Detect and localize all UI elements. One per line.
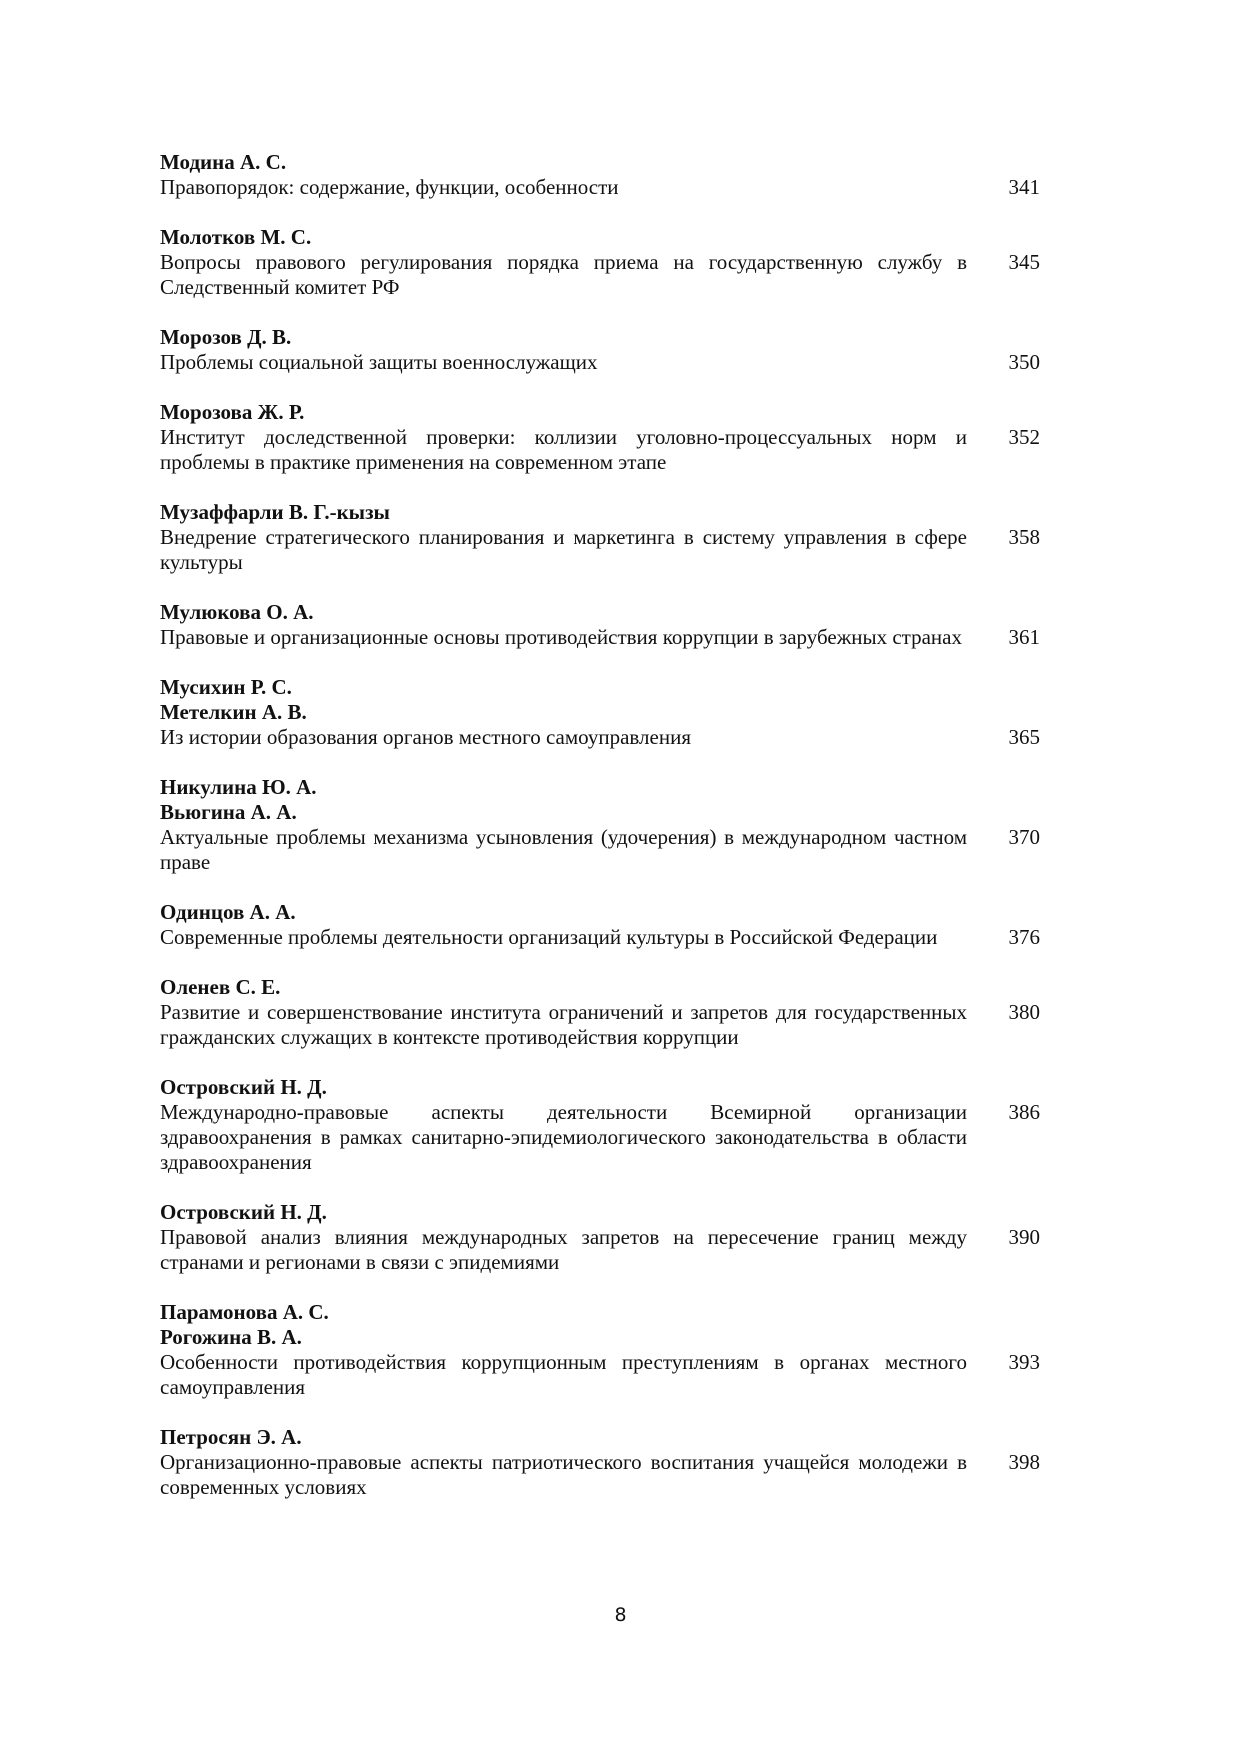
entry-title-row	[160, 825, 1040, 875]
entry-page-number: 341	[1008, 175, 1040, 199]
entry-title: Развитие и совершенствование института ограничений и запретов для государственных гражданских служащих в контексте противодействия коррупции	[160, 1000, 967, 1049]
entry-title-row	[160, 725, 1040, 750]
entry-author: Парамонова А. С.	[160, 1300, 329, 1324]
entry-title: Из истории образования органов местного самоуправления	[160, 725, 691, 749]
entry-page-number: 380	[1008, 1000, 1040, 1024]
toc-entry	[160, 150, 1040, 200]
entry-page-number: 393	[1008, 1350, 1040, 1374]
entry-title-row	[160, 925, 1040, 950]
toc-entry	[160, 900, 1040, 950]
entry-title-row	[160, 250, 1040, 300]
entry-title-row	[160, 1450, 1040, 1500]
entry-author: Никулина Ю. А.	[160, 775, 317, 799]
entry-title-row	[160, 425, 1040, 475]
entry-title: Внедрение стратегического планирования и маркетинга в систему управления в сфере культуры	[160, 525, 967, 574]
toc-entry	[160, 225, 1040, 300]
toc-entry	[160, 1200, 1040, 1275]
entry-title-row	[160, 525, 1040, 575]
entry-page-number: 352	[1008, 425, 1040, 449]
entry-page-number: 365	[1008, 725, 1040, 749]
entry-page-number: 361	[1008, 625, 1040, 649]
entry-author: Вьюгина А. А.	[160, 800, 297, 824]
entry-title-row	[160, 1225, 1040, 1275]
entry-title: Институт доследственной проверки: коллизии уголовно-процессуальных норм и проблемы в практике применения на современном этапе	[160, 425, 967, 474]
entry-author: Оленев С. Е.	[160, 975, 281, 999]
entry-title: Актуальные проблемы механизма усыновления (удочерения) в международном частном праве	[160, 825, 967, 874]
toc-entry	[160, 1075, 1040, 1175]
toc-entry	[160, 325, 1040, 375]
entry-page-number: 370	[1008, 825, 1040, 849]
entry-title-row	[160, 625, 1040, 650]
toc-entry	[160, 1300, 1040, 1400]
toc-entry	[160, 1425, 1040, 1500]
entry-author: Молотков М. С.	[160, 225, 312, 249]
entry-page-number: 376	[1008, 925, 1040, 949]
entry-page-number: 350	[1008, 350, 1040, 374]
entry-title: Организационно-правовые аспекты патриотического воспитания учащейся молодежи в современных условиях	[160, 1450, 967, 1499]
toc-entry	[160, 975, 1040, 1050]
entry-author: Островский Н. Д.	[160, 1200, 327, 1224]
entry-author: Петросян Э. А.	[160, 1425, 302, 1449]
entry-author: Рогожина В. А.	[160, 1325, 302, 1349]
entry-title-row	[160, 1000, 1040, 1050]
entry-author: Метелкин А. В.	[160, 700, 307, 724]
entry-author: Одинцов А. А.	[160, 900, 296, 924]
entry-page-number: 345	[1008, 250, 1040, 274]
entry-author: Музаффарли В. Г.-кызы	[160, 500, 390, 524]
entry-page-number: 398	[1008, 1450, 1040, 1474]
entry-author: Островский Н. Д.	[160, 1075, 327, 1099]
entry-page-number: 390	[1008, 1225, 1040, 1249]
entry-page-number: 358	[1008, 525, 1040, 549]
toc-entry	[160, 775, 1040, 875]
entry-author: Морозова Ж. Р.	[160, 400, 305, 424]
toc-entry	[160, 600, 1040, 650]
entry-title-row	[160, 350, 1040, 375]
entry-title: Особенности противодействия коррупционным преступлениям в органах местного самоуправления	[160, 1350, 967, 1399]
page-number-footer: 8	[614, 1604, 627, 1626]
entry-title: Правовые и организационные основы противодействия коррупции в зарубежных странах	[160, 625, 962, 649]
entry-title: Правовой анализ влияния международных запретов на пересечение границ между странами и регионами в связи с эпидемиями	[160, 1225, 967, 1274]
entry-author: Морозов Д. В.	[160, 325, 292, 349]
entry-title-row	[160, 175, 1040, 200]
entry-title: Правопорядок: содержание, функции, особенности	[160, 175, 619, 199]
toc-entry	[160, 500, 1040, 575]
entry-title: Вопросы правового регулирования порядка приема на государственную службу в Следственный комитет РФ	[160, 250, 967, 299]
toc-entry	[160, 400, 1040, 475]
table-of-contents	[160, 150, 1040, 1525]
entry-title: Современные проблемы деятельности организаций культуры в Российской Федерации	[160, 925, 938, 949]
entry-page-number: 386	[1008, 1100, 1040, 1124]
toc-entry	[160, 675, 1040, 750]
entry-title: Международно-правовые аспекты деятельности Всемирной организации здравоохранения в рамках санитарно-эпидемиологического законодательства в области здравоохранения	[160, 1100, 967, 1174]
entry-author: Мулюкова О. А.	[160, 600, 314, 624]
entry-title-row	[160, 1100, 1040, 1175]
entry-author: Модина А. С.	[160, 150, 287, 174]
entry-title-row	[160, 1350, 1040, 1400]
entry-author: Мусихин Р. С.	[160, 675, 292, 699]
entry-title: Проблемы социальной защиты военнослужащих	[160, 350, 598, 374]
